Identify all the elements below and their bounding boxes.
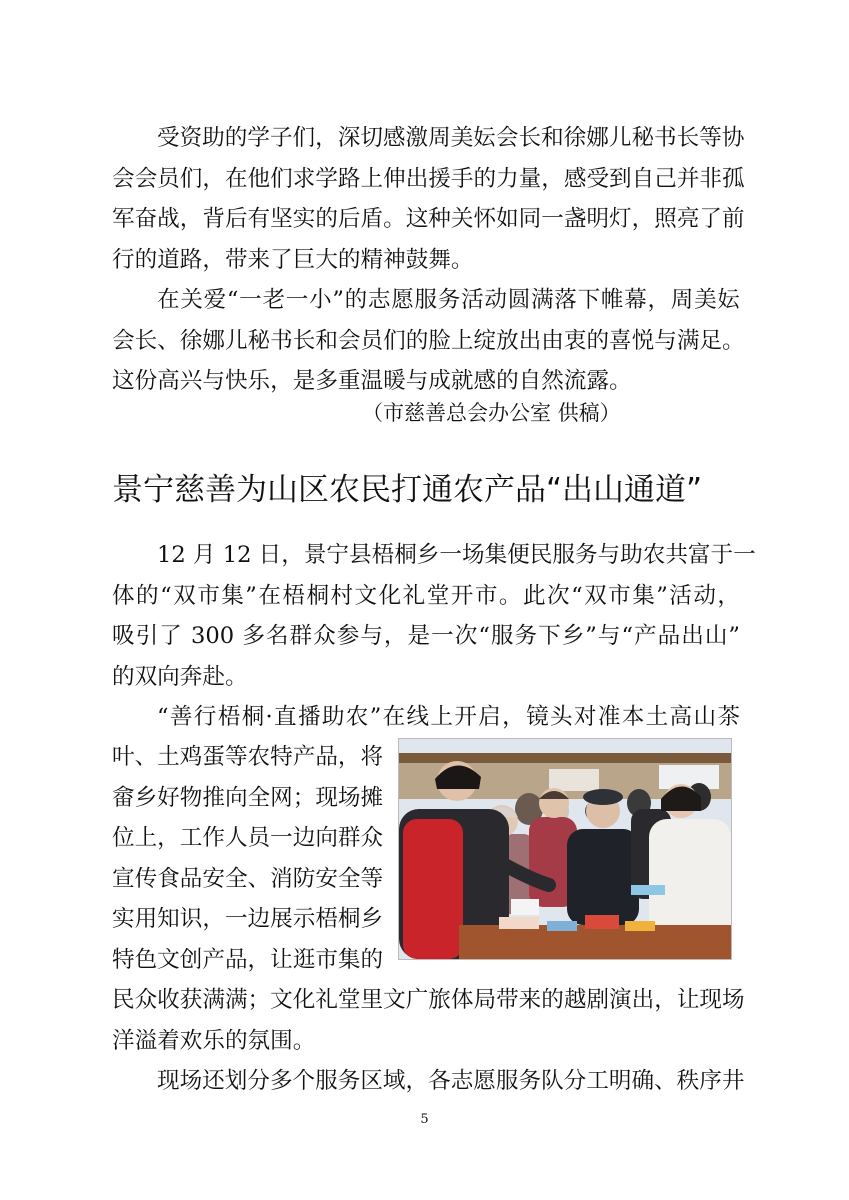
text-line: 现场还划分多个服务区域，各志愿服务队分工明确、秩序井 — [157, 1068, 745, 1094]
text-line: 受资助的学子们，深切感激周美妘会长和徐娜儿秘书长等协 — [157, 125, 745, 151]
paragraph-4-end — [112, 980, 745, 1061]
text-line: 军奋战，背后有坚实的后盾。这种关怀如同一盏明灯，照亮了前 — [112, 206, 745, 232]
paragraph-5 — [112, 1061, 745, 1102]
text-line: 行的道路，带来了巨大的精神鼓舞。 — [112, 246, 474, 273]
text-line: 特色文创产品，让逛市集的 — [112, 946, 384, 973]
market-photo-illustration — [399, 739, 731, 959]
page-number: 5 — [420, 1112, 429, 1127]
text-line: 吸引了 300 多名群众参与，是一次“服务下乡”与“产品出山” — [112, 623, 740, 649]
paragraph-4-wrapped — [112, 737, 382, 980]
text-line: 位上，工作人员一边向群众 — [112, 825, 384, 851]
paragraph-3 — [112, 535, 756, 697]
article-credit: （市慈善总会办公室 供稿） — [362, 401, 621, 425]
text-line: 这份高兴与快乐，是多重温暖与成就感的自然流露。 — [112, 368, 632, 394]
text-line: 宣传食品安全、消防安全等 — [112, 865, 384, 892]
text-line: 洋溢着欢乐的氛围。 — [112, 1027, 316, 1054]
paragraph-1 — [112, 118, 745, 280]
text-line: 畲乡好物推向全网；现场摊 — [112, 784, 384, 811]
market-photo — [398, 738, 732, 960]
text-line: 会会员们，在他们求学路上伸出援手的力量，感受到自己并非孤 — [112, 165, 745, 192]
text-line: 叶、土鸡蛋等农特产品，将 — [112, 744, 384, 770]
article-title: 景宁慈善为山区农民打通农产品“出山通道” — [112, 472, 703, 508]
text-line: 民众收获满满；文化礼堂里文广旅体局带来的越剧演出，让现场 — [112, 987, 745, 1013]
text-line: 12 月 12 日，景宁县梧桐乡一场集便民服务与助农共富于一 — [157, 542, 756, 568]
paragraph-2 — [112, 280, 745, 402]
text-line: “善行梧桐·直播助农”在线上开启，镜头对准本土高山茶 — [157, 704, 740, 730]
text-line: 实用知识，一边展示梧桐乡 — [112, 906, 384, 932]
paragraph-4-start — [112, 697, 740, 738]
text-line: 在关爱“一老一小”的志愿服务活动圆满落下帷幕，周美妘 — [157, 287, 740, 313]
text-line: 的双向奔赴。 — [112, 663, 248, 690]
text-line: 体的“双市集”在梧桐村文化礼堂开市。此次“双市集”活动， — [112, 582, 740, 609]
text-line: 会长、徐娜儿秘书长和会员们的脸上绽放出由衷的喜悦与满足。 — [112, 327, 745, 354]
